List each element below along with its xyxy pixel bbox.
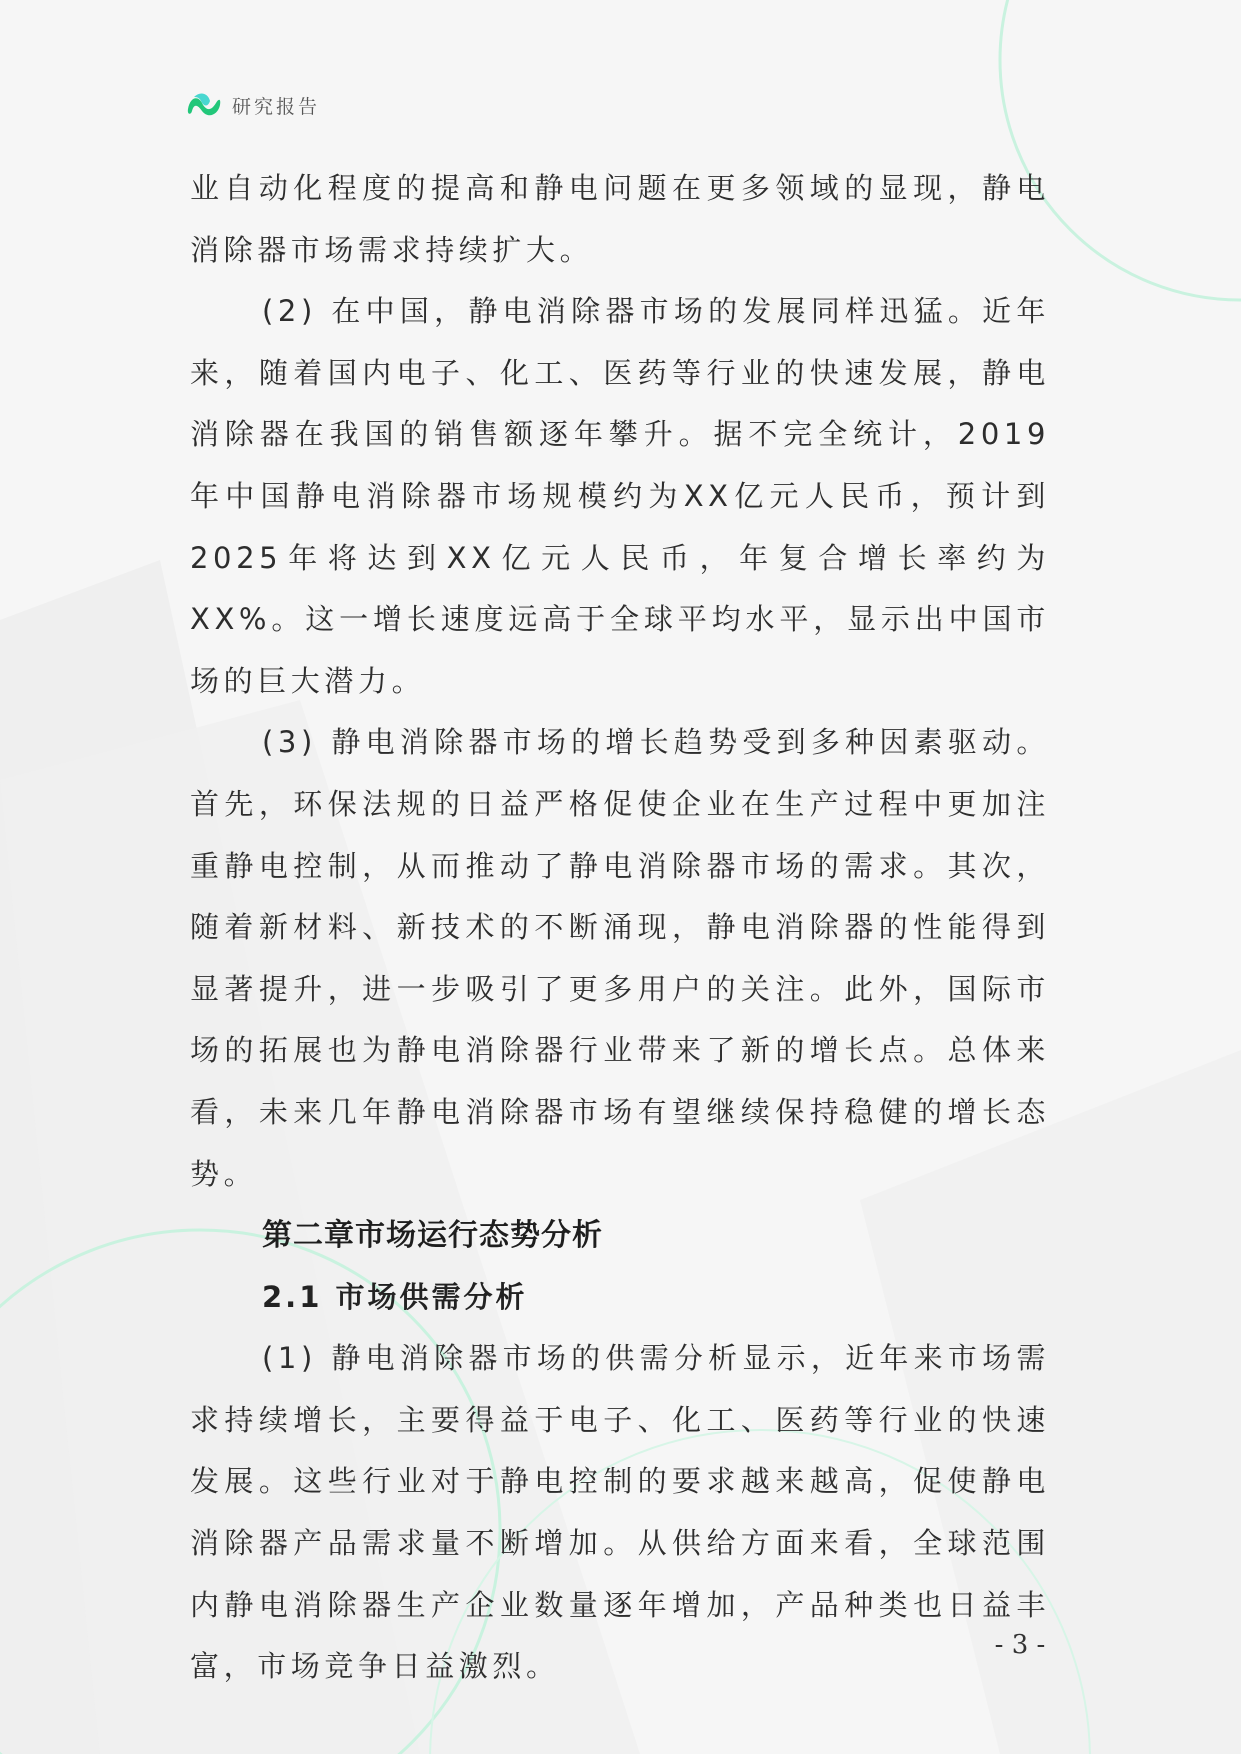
- brand-logo-icon: [186, 89, 222, 121]
- report-header-title: 研究报告: [232, 95, 321, 118]
- chapter-title: 第二章市场运行态势分析: [262, 1218, 603, 1254]
- document-body: [190, 158, 1050, 1698]
- paragraph-supply-demand: (1) 静电消除器市场的供需分析显示，近年来市场需求持续增长，主要得益于电子、化工、医药等行业的快速发展。这些行业对于静电控制的要求越来越高，促使静电消除器产品需求量不断增加。从供给方面来看，全球范围内静电消除器生产企业数量逐年增加，产品种类也日益丰富，市场竞争日益激烈。: [190, 1341, 1050, 1684]
- paragraph-continuation: 业自动化程度的提高和静电问题在更多领域的显现，静电消除器市场需求持续扩大。: [190, 171, 1050, 267]
- paragraph-growth-drivers: (3) 静电消除器市场的增长趋势受到多种因素驱动。首先，环保法规的日益严格促使企业在生产过程中更加注重静电控制，从而推动了静电消除器市场的需求。其次，随着新材料、新技术的不断涌现，静电消除器的性能得到显著提升，进一步吸引了更多用户的关注。此外，国际市场的拓展也为静电消除器行业带来了新的增长点。总体来看，未来几年静电消除器市场有望继续保持稳健的增长态势。: [190, 725, 1050, 1191]
- paragraph-china-market: (2) 在中国，静电消除器市场的发展同样迅猛。近年来，随着国内电子、化工、医药等行业的快速发展，静电消除器在我国的销售额逐年攀升。据不完全统计，2019年中国静电消除器市场规模约为XX亿元人民币，预计到2025年将达到XX亿元人民币，年复合增长率约为XX%。这一增长速度远高于全球平均水平，显示出中国市场的巨大潜力。: [190, 294, 1050, 698]
- report-header: [186, 88, 320, 122]
- section-title: 2.1 市场供需分析: [262, 1279, 528, 1314]
- page-number: - 3 -: [994, 1630, 1046, 1660]
